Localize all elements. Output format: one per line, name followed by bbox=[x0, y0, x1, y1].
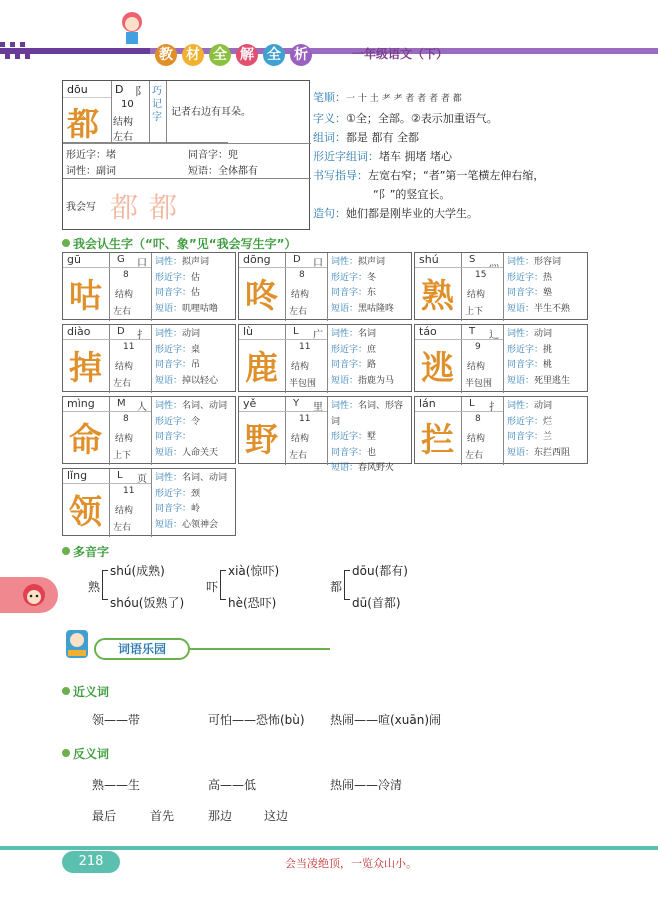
card-strokes: 11 bbox=[299, 342, 311, 352]
card-ty: 兰 bbox=[543, 432, 553, 442]
duoyin-a-2: xià(惊吓) bbox=[228, 564, 280, 578]
card-ty-label: 同音字： bbox=[331, 288, 368, 298]
card-struct-label: 结构 bbox=[115, 506, 134, 516]
char-card-dōng bbox=[238, 252, 412, 320]
card-xj: 冬 bbox=[367, 272, 377, 283]
card-letter: T bbox=[469, 326, 476, 337]
card-dy-label: 短语： bbox=[507, 303, 535, 314]
card-letter: D bbox=[293, 254, 301, 265]
card-pinyin: mìng bbox=[67, 397, 95, 410]
card-xj-label: 形近字： bbox=[331, 272, 368, 283]
card-struct: 上下 bbox=[465, 307, 484, 317]
ziyi-label: 字义： bbox=[313, 112, 346, 125]
ciyu-title: 词语乐园 bbox=[94, 638, 190, 660]
card-hanzi: 逃 bbox=[421, 348, 454, 387]
card-xj: 烂 bbox=[543, 416, 553, 427]
card-struct: 左右 bbox=[289, 451, 308, 461]
card-strokes: 9 bbox=[475, 342, 481, 352]
sec1-title: 我会认生字（“吓、象”见“我会写生字”） bbox=[62, 235, 297, 252]
fanyi-5: 首先 bbox=[150, 809, 175, 823]
card-struct-label: 结构 bbox=[115, 290, 134, 300]
char-card-lán bbox=[414, 396, 588, 464]
header-char-3: 全 bbox=[209, 44, 231, 66]
card-struct-label: 结构 bbox=[115, 362, 134, 372]
card-hanzi: 领 bbox=[69, 492, 102, 531]
card-ty-label: 同音字： bbox=[507, 288, 544, 298]
card-xj-label: 形近字： bbox=[155, 272, 192, 283]
card-dy: 黑咕隆咚 bbox=[358, 303, 395, 314]
card-cx: 拟声词 bbox=[182, 257, 210, 267]
card-dy-label: 短语： bbox=[507, 375, 535, 386]
card-xj-label: 形近字： bbox=[155, 416, 192, 427]
char-card-lù bbox=[238, 324, 412, 392]
card-dy-label: 短语： bbox=[155, 375, 183, 386]
card-ty-label: 同音字： bbox=[155, 360, 192, 370]
char-card-táo bbox=[414, 324, 588, 392]
card-struct-label: 结构 bbox=[467, 362, 486, 372]
bishun: 一 十 土 耂 耂 者 者 者 者 都 bbox=[346, 94, 462, 104]
card-struct: 半包围 bbox=[289, 379, 317, 389]
main-tip-label: 巧记字 bbox=[152, 86, 162, 123]
card-cx-label: 词性： bbox=[155, 329, 183, 339]
card-dy: 半生不熟 bbox=[534, 303, 571, 314]
zaoju: 她们都是刚毕业的大学生。 bbox=[346, 207, 478, 220]
char-card-shú bbox=[414, 252, 588, 320]
card-struct: 左右 bbox=[113, 379, 132, 389]
card-dy: 死里逃生 bbox=[534, 375, 571, 386]
card-hanzi: 命 bbox=[69, 420, 102, 459]
card-dy: 指鹿为马 bbox=[358, 375, 395, 386]
card-strokes: 8 bbox=[123, 414, 129, 424]
card-ty-label: 同音字： bbox=[507, 360, 544, 370]
card-hanzi: 拦 bbox=[421, 420, 454, 459]
card-pinyin: gū bbox=[67, 253, 81, 266]
card-xj-label: 形近字： bbox=[155, 344, 192, 355]
main-struct-label: 结构 bbox=[113, 117, 133, 128]
card-letter: D bbox=[117, 326, 125, 337]
card-dy: 掉以轻心 bbox=[182, 375, 219, 386]
main-struct: 左右 bbox=[113, 132, 133, 143]
main-hanzi: 都 bbox=[67, 105, 100, 143]
char-card-yě bbox=[238, 396, 412, 473]
card-radical: 口 bbox=[313, 258, 323, 269]
char-card-diào bbox=[62, 324, 236, 392]
xjzzc: 堵车 拥堵 堵心 bbox=[379, 150, 452, 163]
main-letter: D bbox=[115, 83, 124, 96]
card-xj: 墅 bbox=[367, 432, 377, 442]
card-strokes: 8 bbox=[475, 414, 481, 424]
sxzd-1: 左宽右窄；“者”第一笔横左伸右缩， bbox=[368, 169, 545, 182]
zuci: 都是 都有 全都 bbox=[346, 131, 419, 144]
duoyin-b-1: shóu(饭熟了) bbox=[110, 596, 185, 610]
card-pinyin: lǐng bbox=[67, 469, 88, 482]
card-dy: 叽哩咕噜 bbox=[182, 303, 219, 314]
card-pinyin: lán bbox=[419, 397, 436, 410]
bishun-label: 笔顺： bbox=[313, 91, 346, 104]
card-pinyin: dōng bbox=[243, 253, 271, 266]
card-ty-label: 同音字： bbox=[155, 432, 192, 442]
card-xj-label: 形近字： bbox=[331, 432, 368, 442]
card-struct-label: 结构 bbox=[115, 434, 134, 444]
card-ty-label: 同音字： bbox=[155, 504, 192, 514]
duoyin-ch-2: 吓 bbox=[206, 580, 219, 594]
main-cx: 词性：副词 bbox=[66, 166, 116, 177]
duoyin-b-2: hè(恐吓) bbox=[228, 596, 277, 610]
main-write-1: 都 bbox=[110, 191, 139, 224]
card-struct: 左右 bbox=[113, 307, 132, 317]
card-xj: 估 bbox=[191, 272, 201, 283]
card-hanzi: 鹿 bbox=[245, 348, 278, 387]
card-radical: 灬 bbox=[489, 258, 499, 269]
card-cx-label: 词性： bbox=[155, 257, 183, 267]
duoyin-block bbox=[88, 562, 648, 614]
card-radical: 广 bbox=[313, 330, 323, 341]
footer-line bbox=[0, 846, 658, 850]
card-cx-label: 词性： bbox=[331, 257, 359, 267]
card-ty-label: 同音字： bbox=[331, 447, 368, 458]
fanyi-2: 高——低 bbox=[208, 778, 257, 792]
card-cx-label: 词性： bbox=[507, 257, 535, 267]
main-radical: 阝 bbox=[135, 85, 146, 98]
card-cx: 名词、动词 bbox=[182, 473, 228, 483]
card-strokes: 15 bbox=[475, 270, 487, 280]
main-right-info bbox=[313, 88, 653, 223]
sxzd-2: “阝”的竖宜长。 bbox=[373, 188, 451, 201]
card-cx: 拟声词 bbox=[358, 257, 386, 267]
card-cx: 名词、动词 bbox=[182, 401, 228, 411]
card-dy: 春风野火 bbox=[358, 463, 395, 473]
card-struct-label: 结构 bbox=[291, 362, 310, 372]
card-ty: 路 bbox=[367, 360, 377, 370]
main-xjz: 形近字：堵 bbox=[66, 150, 116, 161]
card-radical: 扌 bbox=[137, 330, 147, 341]
header-char-5: 全 bbox=[263, 44, 285, 66]
card-dy-label: 短语： bbox=[331, 463, 359, 473]
main-write-2: 都 bbox=[149, 191, 178, 224]
card-xj: 颈 bbox=[191, 488, 201, 499]
card-struct-label: 结构 bbox=[291, 434, 310, 444]
card-cx: 动词 bbox=[534, 329, 553, 339]
card-xj-label: 形近字： bbox=[507, 344, 544, 355]
card-strokes: 8 bbox=[123, 270, 129, 280]
card-ty: 东 bbox=[367, 288, 377, 298]
duoyin-title: 多音字 bbox=[62, 543, 109, 560]
header-char-2: 材 bbox=[182, 44, 204, 66]
card-radical: 辶 bbox=[489, 330, 499, 341]
ciyu-mascot-icon bbox=[62, 626, 92, 662]
duoyin-b-3: dū(首都) bbox=[352, 596, 401, 610]
header-grade: 一年级语文（下） bbox=[352, 47, 449, 61]
duoyin-a-1: shú(成熟) bbox=[110, 564, 165, 578]
header-char-4: 解 bbox=[236, 44, 258, 66]
card-struct: 上下 bbox=[113, 451, 132, 461]
card-hanzi: 咚 bbox=[245, 276, 278, 315]
jinyi-title: 近义词 bbox=[62, 683, 109, 700]
card-cx-label: 词性： bbox=[507, 401, 535, 411]
duoyin-ch-1: 熟 bbox=[88, 580, 101, 594]
char-card-mìng bbox=[62, 396, 236, 464]
card-cx: 动词 bbox=[534, 401, 553, 411]
card-cx: 名词、形容词 bbox=[331, 401, 404, 427]
jinyi-1: 领——带 bbox=[92, 713, 141, 727]
main-tyz: 同音字：兜 bbox=[188, 150, 238, 161]
card-dy: 心领神会 bbox=[182, 519, 219, 530]
card-struct: 半包围 bbox=[465, 379, 493, 389]
card-letter: Y bbox=[293, 398, 300, 409]
card-letter: S bbox=[469, 254, 476, 265]
card-dy-label: 短语： bbox=[331, 303, 359, 314]
card-dy: 人命关天 bbox=[182, 447, 219, 458]
card-xj-label: 形近字： bbox=[507, 272, 544, 283]
card-xj: 桌 bbox=[191, 344, 201, 355]
card-ty-label: 同音字： bbox=[155, 288, 192, 298]
card-cx-label: 词性： bbox=[331, 401, 359, 411]
card-radical: 页 bbox=[137, 474, 147, 485]
card-struct-label: 结构 bbox=[467, 434, 486, 444]
card-dy-label: 短语： bbox=[507, 447, 535, 458]
card-struct-label: 结构 bbox=[291, 290, 310, 300]
fanyi-3: 热闹——冷清 bbox=[330, 778, 403, 792]
main-tip: 记者右边有耳朵。 bbox=[171, 107, 251, 118]
card-hanzi: 野 bbox=[245, 420, 278, 459]
card-dy: 东拦西阻 bbox=[534, 447, 571, 458]
fanyi-1: 熟——生 bbox=[92, 778, 141, 792]
duoyin-ch-3: 都 bbox=[330, 580, 343, 594]
duoyin-a-3: dōu(都有) bbox=[352, 564, 408, 578]
card-pinyin: táo bbox=[419, 325, 437, 338]
card-radical: 人 bbox=[137, 402, 147, 413]
card-pinyin: lù bbox=[243, 325, 254, 338]
side-tab bbox=[0, 577, 58, 613]
card-ty: 岭 bbox=[191, 504, 201, 514]
fanyi-6: 那边 bbox=[208, 809, 233, 823]
zuci-label: 组词： bbox=[313, 131, 346, 144]
card-struct: 左右 bbox=[289, 307, 308, 317]
card-xj: 挑 bbox=[543, 344, 553, 355]
card-cx: 动词 bbox=[182, 329, 201, 339]
char-card-gū bbox=[62, 252, 236, 320]
card-letter: L bbox=[117, 470, 123, 481]
card-ty-label: 同音字： bbox=[331, 360, 368, 370]
header-stripe bbox=[0, 40, 658, 62]
main-pinyin: dōu bbox=[67, 83, 88, 96]
card-xj: 令 bbox=[191, 416, 201, 427]
card-letter: M bbox=[117, 398, 126, 409]
card-struct-label: 结构 bbox=[467, 290, 486, 300]
card-struct: 左右 bbox=[113, 523, 132, 533]
xjzzc-label: 形近字组词： bbox=[313, 150, 379, 163]
main-wo-label: 我会写 bbox=[66, 202, 96, 213]
card-hanzi: 掉 bbox=[69, 348, 102, 387]
card-ty: 也 bbox=[367, 447, 377, 458]
card-cx-label: 词性： bbox=[507, 329, 535, 339]
card-cx-label: 词性： bbox=[331, 329, 359, 339]
card-strokes: 8 bbox=[299, 270, 305, 280]
card-cx: 形容词 bbox=[534, 257, 562, 267]
zaoju-label: 造句： bbox=[313, 207, 346, 220]
sxzd-label: 书写指导： bbox=[313, 169, 368, 182]
card-dy-label: 短语： bbox=[155, 303, 183, 314]
card-dy-label: 短语： bbox=[155, 519, 183, 530]
card-dy-label: 短语： bbox=[155, 447, 183, 458]
fanyi-4: 最后 bbox=[92, 809, 117, 823]
page-number: 218 bbox=[62, 851, 120, 873]
card-dy-label: 短语： bbox=[331, 375, 359, 386]
main-strokes: 10 bbox=[121, 99, 134, 110]
card-xj: 热 bbox=[543, 272, 553, 283]
jinyi-2: 可怕——恐怖(bù) bbox=[208, 713, 305, 727]
card-letter: G bbox=[117, 254, 125, 265]
card-ty-label: 同音字： bbox=[507, 432, 544, 442]
card-hanzi: 熟 bbox=[421, 276, 454, 315]
header-mascot bbox=[117, 8, 147, 48]
ziyi: ①全；全部。②表示加重语气。 bbox=[346, 112, 498, 125]
card-ty: 吊 bbox=[191, 360, 201, 370]
card-radical: 扌 bbox=[489, 402, 499, 413]
card-strokes: 11 bbox=[299, 414, 311, 424]
fanyi-7: 这边 bbox=[264, 809, 289, 823]
card-letter: L bbox=[469, 398, 475, 409]
card-radical: 口 bbox=[137, 258, 147, 269]
card-strokes: 11 bbox=[123, 342, 135, 352]
card-cx: 名词 bbox=[358, 329, 377, 339]
card-pinyin: shú bbox=[419, 253, 439, 266]
main-dy: 短语：全体都有 bbox=[188, 166, 258, 177]
fanyi-title: 反义词 bbox=[62, 745, 109, 762]
main-char-card bbox=[62, 80, 310, 230]
char-card-lǐng bbox=[62, 468, 236, 536]
card-pinyin: yě bbox=[243, 397, 257, 410]
footer-motto: 会当凌绝顶，一览众山小。 bbox=[285, 857, 417, 870]
card-ty: 桃 bbox=[543, 360, 553, 370]
card-xj-label: 形近字： bbox=[331, 344, 368, 355]
card-ty: 塾 bbox=[543, 288, 553, 298]
card-letter: L bbox=[293, 326, 299, 337]
header-char-6: 析 bbox=[290, 44, 312, 66]
card-hanzi: 咕 bbox=[69, 276, 102, 315]
card-cx-label: 词性： bbox=[155, 473, 183, 483]
card-strokes: 11 bbox=[123, 486, 135, 496]
card-xj-label: 形近字： bbox=[155, 488, 192, 499]
card-xj: 庶 bbox=[367, 344, 377, 355]
card-cx-label: 词性： bbox=[155, 401, 183, 411]
header-char-1: 教 bbox=[155, 44, 177, 66]
card-radical: 里 bbox=[313, 402, 323, 413]
card-xj-label: 形近字： bbox=[507, 416, 544, 427]
card-pinyin: diào bbox=[67, 325, 91, 338]
jinyi-3: 热闹——喧(xuān)闹 bbox=[330, 713, 442, 727]
card-ty: 估 bbox=[191, 288, 201, 298]
card-struct: 左右 bbox=[465, 451, 484, 461]
